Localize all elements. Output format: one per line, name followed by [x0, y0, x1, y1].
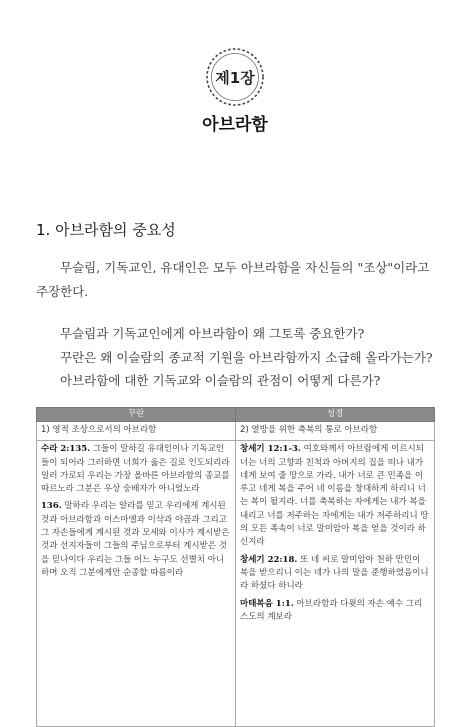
verse-reference: 창세기 22:18.: [240, 554, 298, 565]
verse-entry: [240, 598, 430, 625]
verse-text: 또 네 씨로 말미암아 천하 만민이 복을 받으리니 이는 네가 나의 말을 준행하였음이니라 하셨다 하니라: [240, 554, 429, 592]
verse-text: 그들이 말하길 유대인이나 기독교인들이 되어라 그러하면 너희가 옳은 길로 인도되리라 일러 가로되 우리는 가장 올바른 아브라함의 종교를 따르노라 그분은 우상 숭배자가 아니었노라: [41, 444, 230, 495]
verse-reference: 마태복음 1:1.: [240, 598, 294, 609]
question-list: [60, 322, 460, 393]
verse-reference: 창세기 12:1-3.: [240, 444, 301, 455]
chapter-title: 아브라함: [202, 115, 268, 135]
verse-text: 말하라 우리는 알라를 믿고 우리에게 계시된 것과 아브라함과 이스마엘과 이삭과 야곱과 그리고 그 자손들에게 계시된 것과 모세와 이사가 계시받은 것과 선지자들이 그들의 주님으로부터 계시받은 것을 믿나이다 우리는 그들 어느 누구도 선별치 아니하며 오직 그분에게만 순종할 따름이라: [41, 501, 230, 578]
section-heading: 1. 아브라함의 중요성: [36, 221, 176, 239]
verse-reference: 136.: [41, 501, 62, 512]
subheader-quran: 1) 영적 조상으로서의 아브라함: [37, 422, 236, 441]
comparison-table: [36, 407, 435, 727]
question-item: 아브라함에 대한 기독교와 이슬람의 관점이 어떻게 다른가?: [60, 373, 381, 388]
verse-text: 아브라함과 다윗의 자손 예수 그리스도의 계보라: [240, 598, 423, 622]
intro-paragraph: 무슬림, 기독교인, 유대인은 모두 아브라함을 자신들의 "조상"이라고 주장한다.: [36, 260, 430, 299]
column-header-bible: 성경: [236, 408, 435, 422]
chapter-badge: [204, 46, 266, 108]
question-item: 꾸란은 왜 이슬람의 종교적 기원을 아브라함까지 소급해 올라가는가?: [60, 349, 433, 365]
column-header-quran: 꾸란: [37, 408, 236, 422]
verse-reference: 수라 2:135.: [41, 444, 91, 455]
subheader-bible: 2) 열방을 위한 축복의 통로 아브라함: [236, 422, 435, 441]
verse-text: 여호와께서 아브람에게 이르시되 너는 너의 고향과 친척과 아버지의 집을 떠나 내가 네게 보여 줄 땅으로 가라. 내가 너로 큰 민족을 이루고 네게 복을 주어 네 이름을 창대하게 하리니 너는 복이 될지라. 너를 축복하는 자에게는 내가 복을 내리고 너를 저주하는 자에게는 내가 저주하리니 땅의 모든 족속이 너로 말미암아 복을 얻을 것이라 하신지라: [240, 444, 429, 548]
verse-entry: [240, 554, 430, 594]
bible-cell: [236, 441, 435, 727]
question-item: 무슬림과 기독교인에게 아브라함이 왜 그토록 중요한가?: [60, 326, 365, 341]
verse-entry: [41, 500, 231, 580]
verse-entry: [41, 443, 231, 496]
verse-entry: [240, 443, 430, 549]
chapter-number: 제1장: [215, 68, 255, 87]
quran-cell: [37, 441, 236, 727]
